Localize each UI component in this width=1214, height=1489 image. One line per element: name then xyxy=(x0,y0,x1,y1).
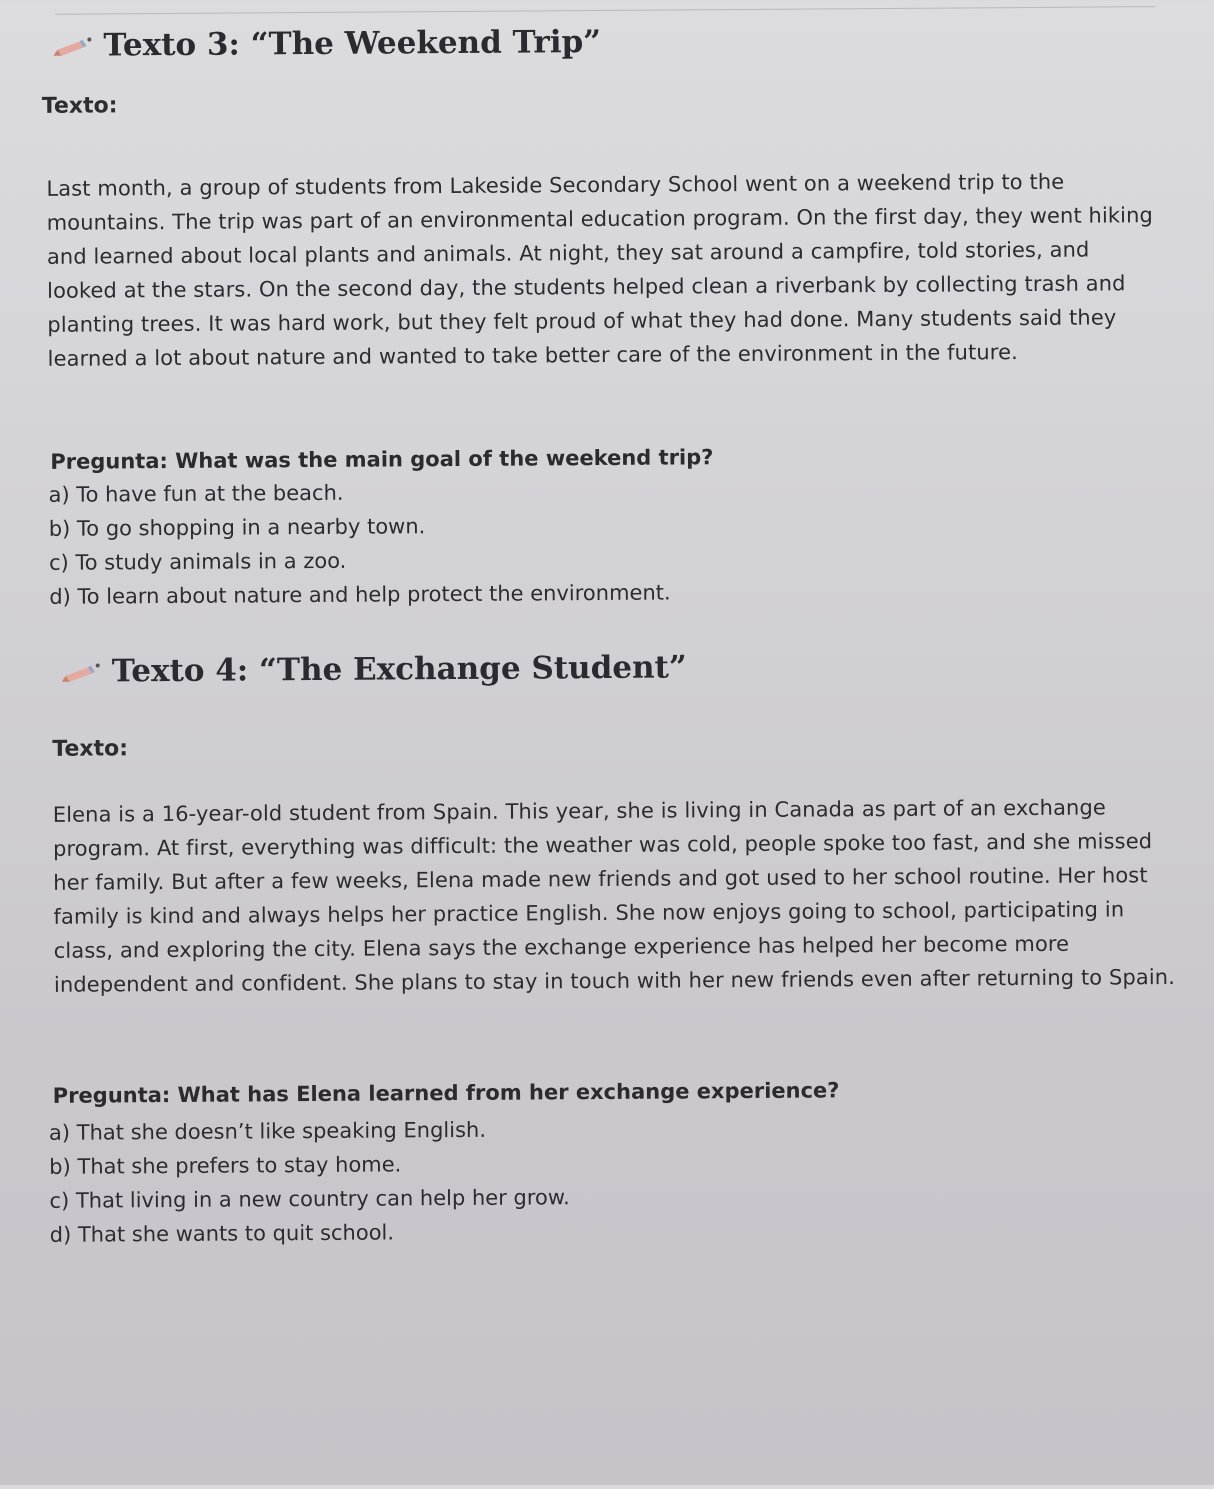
section-heading-text3 xyxy=(53,24,601,64)
answer-option: d) That she wants to quit school. xyxy=(49,1220,395,1247)
answer-option: d) To learn about nature and help protect the environment. xyxy=(49,580,671,609)
answer-option: c) To study animals in a zoo. xyxy=(48,548,347,575)
answer-option: c) That living in a new country can help her grow. xyxy=(49,1185,570,1213)
reading-paragraph: Last month, a group of students from Lakeside Secondary School went on a weekend trip to the mountains. The trip was part of an environmental education program. On the first day, they went hiking and learned about local plants and animals. At night, they sat around a campfire, told stories, and looked at the stars. On the second day, the students helped clean a riverbank by collecting trash and planting trees. It was hard work, but they felt proud of what they had done. Many students said they learned a lot about nature and wanted to take better care of the environment in the future. xyxy=(46,169,1153,371)
answer-options xyxy=(48,474,670,614)
answer-option: b) To go shopping in a nearby town. xyxy=(48,514,426,541)
texto-label: Texto: xyxy=(41,93,118,119)
section-title: Texto 3: “The Weekend Trip” xyxy=(103,23,602,64)
answer-option: b) That she prefers to stay home. xyxy=(49,1152,402,1179)
section-title: Texto 4: “The Exchange Student” xyxy=(111,649,687,690)
answer-options xyxy=(49,1112,570,1252)
answer-option: a) That she doesn’t like speaking English. xyxy=(48,1117,487,1145)
top-divider xyxy=(55,6,1155,15)
pencil-icon xyxy=(62,659,102,683)
texto-label: Texto: xyxy=(52,736,129,762)
reading-paragraph: Elena is a 16-year-old student from Spain. This year, she is living in Canada as part of an exchange program. At first, everything was difficult: the weather was cold, people spoke too fast, and she missed her family. But after a few weeks, Elena made new friends and got used to her school routine. Her host family is kind and always helps her practice English. She now enjoys going to school, participating in class, and exploring the city. Elena says the exchange experience has helped her become more independent and confident. She plans to stay in touch with her new friends even after returning to Spain. xyxy=(52,795,1176,997)
question-text: Pregunta: What was the main goal of the weekend trip? xyxy=(50,445,714,474)
answer-option: a) To have fun at the beach. xyxy=(48,480,344,507)
question-text: Pregunta: What has Elena learned from her exchange experience? xyxy=(52,1078,840,1108)
section-heading-text4 xyxy=(62,649,687,689)
pencil-icon xyxy=(53,34,93,58)
